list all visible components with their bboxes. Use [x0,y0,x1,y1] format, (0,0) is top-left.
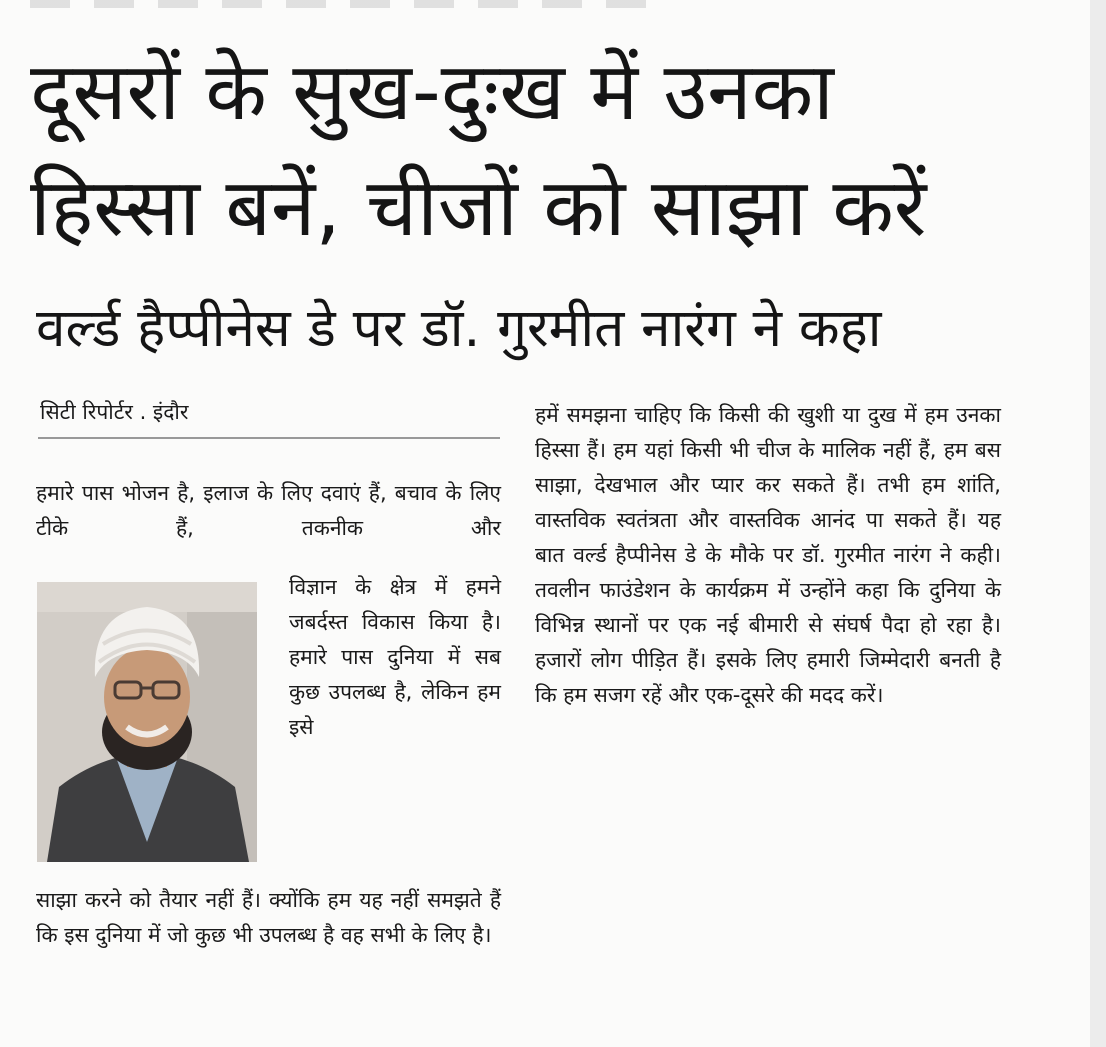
column2-text: हमें समझना चाहिए कि किसी की खुशी या दुख में हम उनका हिस्सा हैं। हम यहां किसी भी चीज के मालिक नहीं हैं, हम बस साझा, देखभाल और प्यार कर सकते हैं। तभी हम शांति, वास्तविक स्वतंत्रता और वास्तविक आनंद पा सकते हैं। यह बात वर्ल्ड हैप्पीनेस डे के मौके पर डॉ. गुरमीत नारंग ने कही। तवलीन फाउंडेशन के कार्यक्रम में उन्होंने कहा कि दुनिया के विभिन्न स्थानों पर एक नई बीमारी से संघर्ष पैदा हो रहा है। हजारों लोग पीड़ित हैं। इसके लिए हमारी जिम्मेदारी बनती है कि हम सजग रहें और एक-दूसरे की मदद करें। [535,403,1001,707]
headline-line-2: हिस्सा बनें, चीजों को साझा करें [30,161,927,254]
subheadline: वर्ल्ड हैप्पीनेस डे पर डॉ. गुरमीत नारंग ने कहा [36,298,882,359]
column1-paragraph-top: हमारे पास भोजन है, इलाज के लिए दवाएं हैं, बचाव के लिए टीके हैं, तकनीक और [36,481,501,540]
person-photo [37,582,257,862]
byline: सिटी रिपोर्टर . इंदौर [40,400,189,424]
byline-rule [38,437,500,439]
column1-paragraph-bottom: साझा करने को तैयार नहीं हैं। क्योंकि हम यह नहीं समझते हैं कि इस दुनिया में जो कुछ भी उपलब्ध है वह सभी के लिए है। [36,888,501,947]
headline-line-1: दूसरों के सुख-दुःख में उनका [30,45,834,138]
page-edge [1090,0,1106,1047]
cut-off-previous-line [30,0,650,8]
column1-paragraph-wrap: विज्ञान के क्षेत्र में हमने जबर्दस्त विकास किया है। हमारे पास दुनिया में सब कुछ उपलब्ध है, लेकिन हम इसे [289,575,501,739]
person-photo-icon [37,582,257,862]
